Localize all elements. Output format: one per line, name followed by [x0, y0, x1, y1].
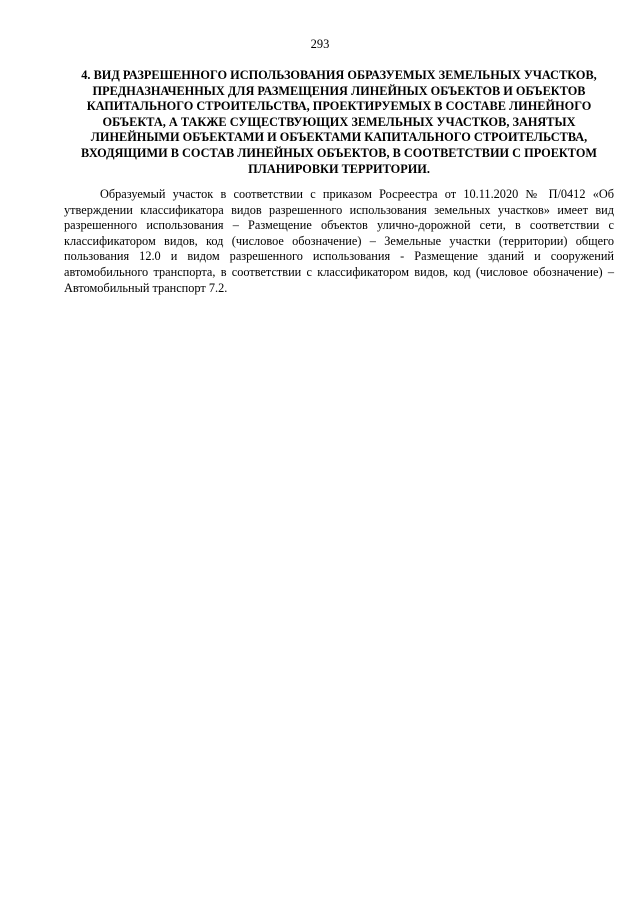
body-paragraph: Образуемый участок в соответствии с приказом Росреестра от 10.11.2020 № П/0412 «Об утверждении классификатора видов разрешенного использования земельных участков» имеет вид разрешенного использования – Размещение объектов улично-дорожной сети, в соответствии с классификатором видов, код (числовое обозначение) – Земельные участки (территории) общего пользования 12.0 и видом разрешенного использования - Размещение зданий и сооружений автомобильного транспорта, в соответствии с классификатором видов, код (числовое обозначение) – Автомобильный транспорт 7.2.	[64, 187, 614, 295]
page-number: 293	[310, 37, 330, 51]
section-heading: 4. ВИД РАЗРЕШЕННОГО ИСПОЛЬЗОВАНИЯ ОБРАЗУЕМЫХ ЗЕМЕЛЬНЫХ УЧАСТКОВ, ПРЕДНАЗНАЧЕННЫХ ДЛЯ РАЗМЕЩЕНИЯ ЛИНЕЙНЫХ ОБЪЕКТОВ И ОБЪЕКТОВ КАПИТАЛЬНОГО СТРОИТЕЛЬСТВА, ПРОЕКТИРУЕМЫХ В СОСТАВЕ ЛИНЕЙНОГО ОБЪЕКТА, А ТАКЖЕ СУЩЕСТВУЮЩИХ ЗЕМЕЛЬНЫХ УЧАСТКОВ, ЗАНЯТЫХ ЛИНЕЙНЫМИ ОБЪЕКТАМИ И ОБЪЕКТАМИ КАПИТАЛЬНОГО СТРОИТЕЛЬСТВА, ВХОДЯЩИМИ В СОСТАВ ЛИНЕЙНЫХ ОБЪЕКТОВ, В СООТВЕТСТВИИ С ПРОЕКТОМ ПЛАНИРОВКИ ТЕРРИТОРИИ.	[80, 68, 598, 176]
